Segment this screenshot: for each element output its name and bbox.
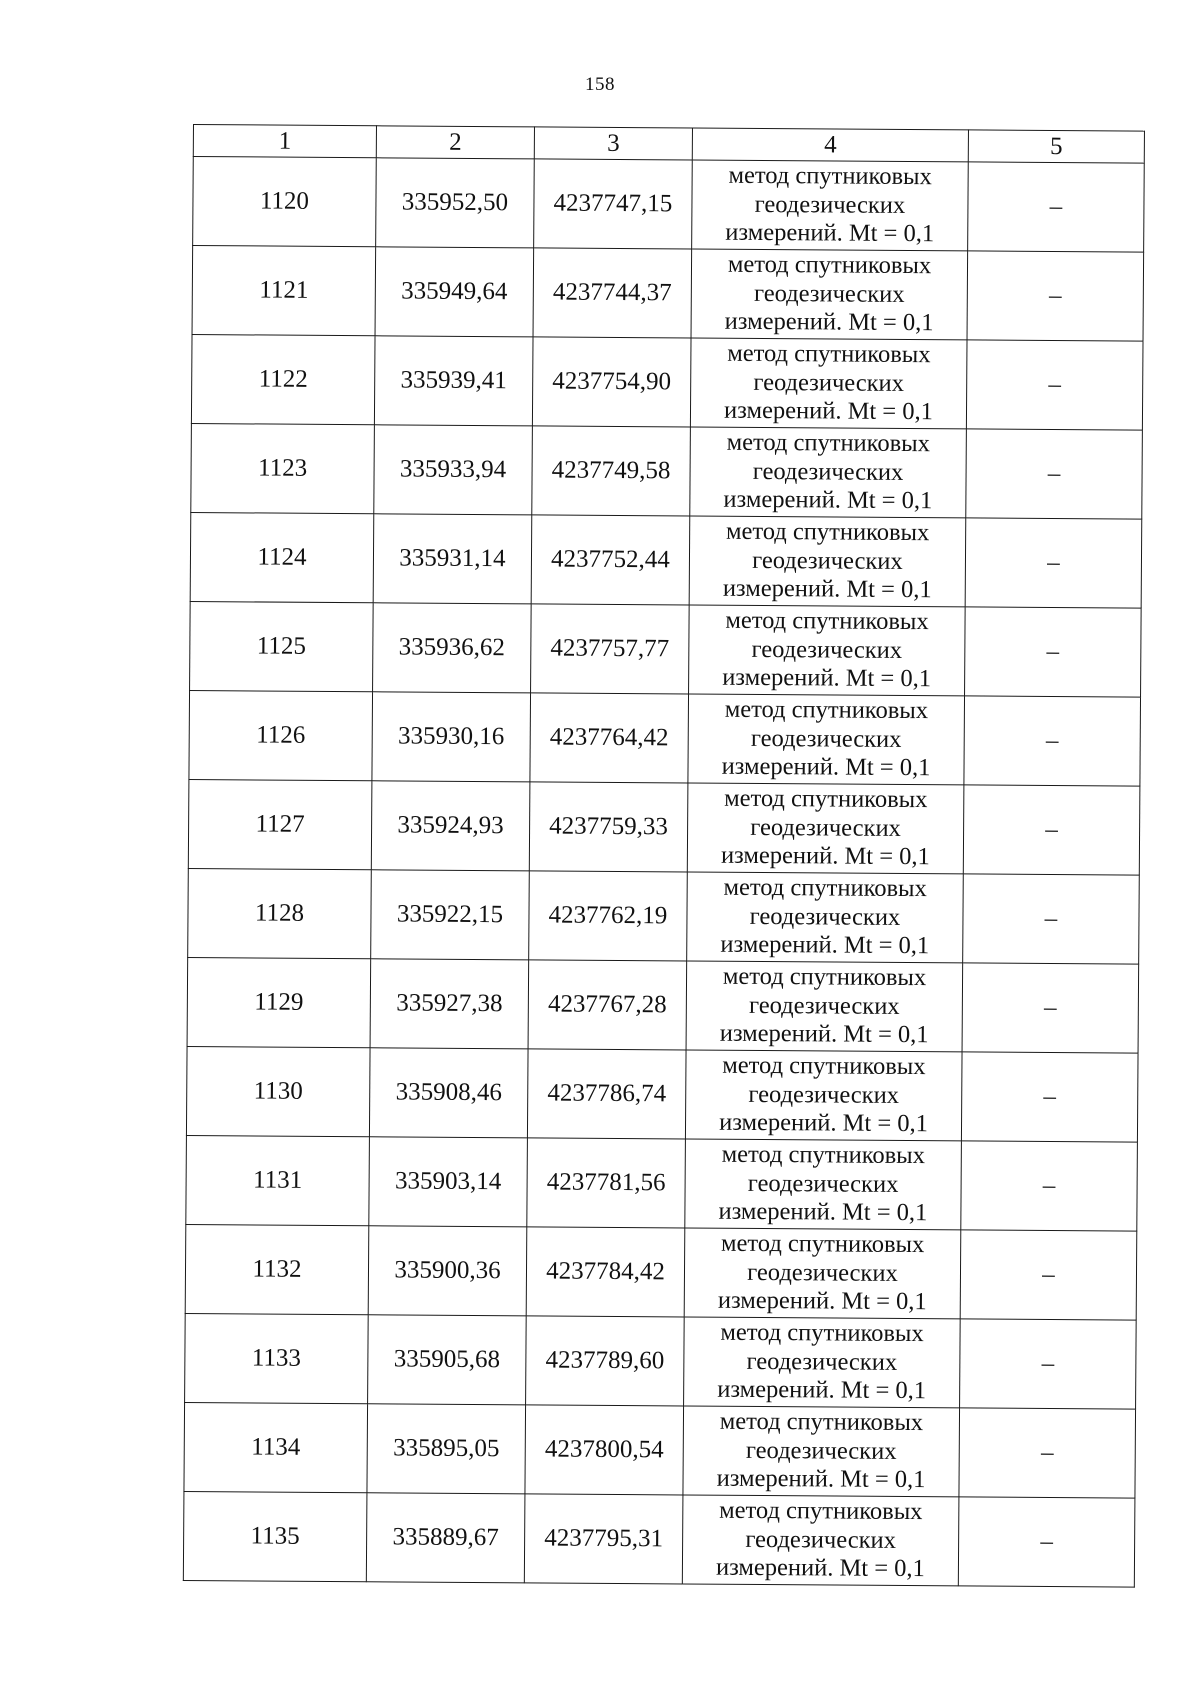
- method-cell: метод спутниковых геодезических измерений. Mt = 0,1: [692, 160, 969, 251]
- point-number-cell: 1133: [185, 1313, 369, 1403]
- note-cell: –: [965, 518, 1142, 608]
- table-row: [183, 1491, 1135, 1587]
- note-cell: –: [966, 340, 1143, 430]
- note-cell: –: [964, 696, 1141, 786]
- x-coordinate-cell: 335922,15: [371, 870, 530, 960]
- method-cell: метод спутниковых геодезических измерений. Mt = 0,1: [691, 249, 968, 340]
- table-row: [188, 868, 1140, 964]
- y-coordinate-cell: 4237759,33: [529, 782, 688, 872]
- method-cell: метод спутниковых геодезических измерений. Mt = 0,1: [684, 1228, 961, 1319]
- point-number-cell: 1134: [184, 1402, 368, 1492]
- point-number-cell: 1129: [187, 957, 371, 1047]
- method-cell: метод спутниковых геодезических измерений. Mt = 0,1: [689, 516, 966, 607]
- table-row: [185, 1224, 1137, 1320]
- table-row: [189, 690, 1141, 786]
- method-cell: метод спутниковых геодезических измерений. Mt = 0,1: [687, 872, 964, 963]
- y-coordinate-cell: 4237747,15: [534, 159, 693, 249]
- note-cell: –: [961, 1052, 1138, 1142]
- method-cell: метод спутниковых геодезических измерений. Mt = 0,1: [687, 783, 964, 874]
- note-cell: –: [960, 1319, 1137, 1409]
- coordinates-table: [183, 124, 1145, 1588]
- table-row: [184, 1402, 1136, 1498]
- table-row: [193, 157, 1145, 253]
- table-row: [187, 957, 1139, 1053]
- note-cell: –: [966, 429, 1143, 519]
- table-row: [191, 334, 1143, 430]
- point-number-cell: 1127: [188, 779, 372, 869]
- note-cell: –: [967, 251, 1144, 341]
- point-number-cell: 1126: [189, 690, 373, 780]
- table-row: [188, 779, 1140, 875]
- y-coordinate-cell: 4237762,19: [529, 871, 688, 961]
- y-coordinate-cell: 4237800,54: [525, 1405, 684, 1495]
- method-cell: метод спутниковых геодезических измерений. Mt = 0,1: [685, 1050, 962, 1141]
- table-row: [185, 1313, 1137, 1409]
- x-coordinate-cell: 335930,16: [372, 692, 531, 782]
- column-header-1: 1: [193, 125, 376, 158]
- x-coordinate-cell: 335952,50: [376, 158, 535, 248]
- note-cell: –: [960, 1230, 1137, 1320]
- table-row: [191, 423, 1143, 519]
- point-number-cell: 1131: [186, 1135, 370, 1225]
- table-row: [186, 1135, 1138, 1231]
- point-number-cell: 1125: [190, 601, 374, 691]
- point-number-cell: 1122: [191, 334, 375, 424]
- x-coordinate-cell: 335900,36: [368, 1226, 527, 1316]
- table-row: [186, 1046, 1138, 1142]
- method-cell: метод спутниковых геодезических измерений. Mt = 0,1: [690, 427, 967, 518]
- column-header-5: 5: [968, 130, 1144, 163]
- x-coordinate-cell: 335895,05: [367, 1404, 526, 1494]
- x-coordinate-cell: 335949,64: [375, 247, 534, 337]
- y-coordinate-cell: 4237752,44: [531, 515, 690, 605]
- x-coordinate-cell: 335903,14: [369, 1137, 528, 1227]
- note-cell: –: [959, 1408, 1136, 1498]
- point-number-cell: 1128: [188, 868, 372, 958]
- table-row: [190, 512, 1142, 608]
- method-cell: метод спутниковых геодезических измерений. Mt = 0,1: [689, 605, 966, 696]
- x-coordinate-cell: 335933,94: [374, 425, 533, 515]
- y-coordinate-cell: 4237795,31: [524, 1494, 683, 1584]
- x-coordinate-cell: 335931,14: [373, 514, 532, 604]
- x-coordinate-cell: 335927,38: [370, 959, 529, 1049]
- point-number-cell: 1120: [193, 157, 377, 247]
- note-cell: –: [968, 162, 1145, 252]
- x-coordinate-cell: 335936,62: [373, 603, 532, 693]
- y-coordinate-cell: 4237749,58: [532, 426, 691, 516]
- y-coordinate-cell: 4237764,42: [530, 693, 689, 783]
- table-row: [192, 246, 1144, 342]
- y-coordinate-cell: 4237754,90: [532, 337, 691, 427]
- note-cell: –: [963, 785, 1140, 875]
- method-cell: метод спутниковых геодезических измерений. Mt = 0,1: [686, 961, 963, 1052]
- x-coordinate-cell: 335924,93: [371, 781, 530, 871]
- x-coordinate-cell: 335908,46: [369, 1048, 528, 1138]
- y-coordinate-cell: 4237789,60: [526, 1316, 685, 1406]
- table-body: [183, 157, 1144, 1588]
- note-cell: –: [962, 963, 1139, 1053]
- method-cell: метод спутниковых геодезических измерений. Mt = 0,1: [684, 1317, 961, 1408]
- y-coordinate-cell: 4237784,42: [526, 1227, 685, 1317]
- page-number: 158: [585, 74, 615, 95]
- y-coordinate-cell: 4237786,74: [527, 1049, 686, 1139]
- point-number-cell: 1124: [190, 512, 374, 602]
- point-number-cell: 1130: [186, 1046, 370, 1136]
- point-number-cell: 1121: [192, 246, 376, 336]
- note-cell: –: [961, 1141, 1138, 1231]
- note-cell: –: [958, 1497, 1135, 1587]
- y-coordinate-cell: 4237757,77: [531, 604, 690, 694]
- table-row: [190, 601, 1142, 697]
- x-coordinate-cell: 335889,67: [366, 1493, 525, 1583]
- column-header-4: 4: [692, 128, 968, 162]
- point-number-cell: 1132: [185, 1224, 369, 1314]
- note-cell: –: [965, 607, 1142, 697]
- y-coordinate-cell: 4237781,56: [527, 1138, 686, 1228]
- note-cell: –: [963, 874, 1140, 964]
- column-header-3: 3: [534, 127, 692, 160]
- column-header-2: 2: [376, 126, 534, 159]
- method-cell: метод спутниковых геодезических измерений. Mt = 0,1: [682, 1495, 959, 1586]
- method-cell: метод спутниковых геодезических измерений. Mt = 0,1: [690, 338, 967, 429]
- x-coordinate-cell: 335939,41: [374, 336, 533, 426]
- x-coordinate-cell: 335905,68: [368, 1315, 527, 1405]
- y-coordinate-cell: 4237744,37: [533, 248, 692, 338]
- y-coordinate-cell: 4237767,28: [528, 960, 687, 1050]
- point-number-cell: 1123: [191, 423, 375, 513]
- method-cell: метод спутниковых геодезических измерений. Mt = 0,1: [683, 1406, 960, 1497]
- point-number-cell: 1135: [183, 1491, 367, 1581]
- method-cell: метод спутниковых геодезических измерений. Mt = 0,1: [688, 694, 965, 785]
- method-cell: метод спутниковых геодезических измерений. Mt = 0,1: [685, 1139, 962, 1230]
